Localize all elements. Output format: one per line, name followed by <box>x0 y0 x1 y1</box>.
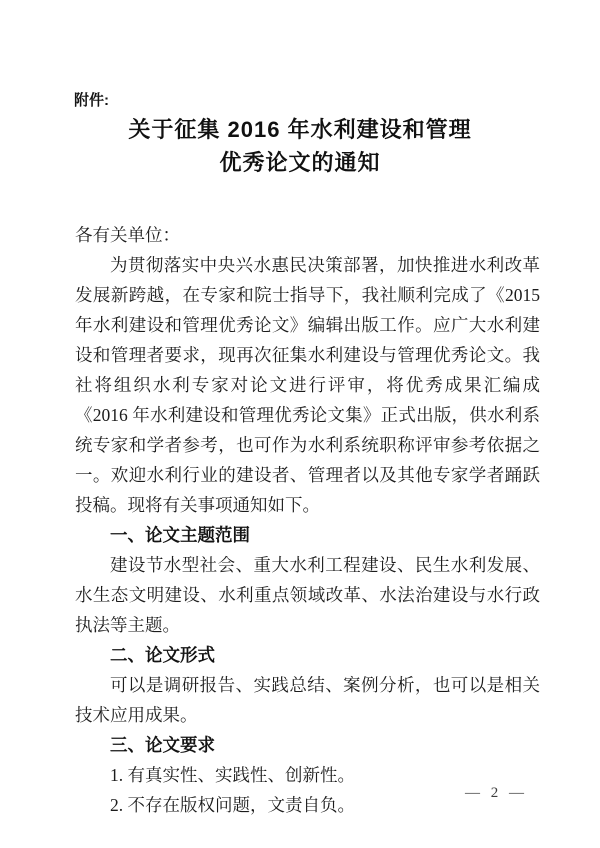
intro-paragraph: 为贯彻落实中央兴水惠民决策部署，加快推进水利改革发展新跨越，在专家和院士指导下，我社顺利完成了《2015 年水利建设和管理优秀论文》编辑出版工作。应广大水利建设和管理者要求，现再次征集水利建设与管理优秀论文。我社将组织水利专家对论文进行评审，将优秀成果汇编成《2016 年水利建设和管理优秀论文集》正式出版，供水利系统专家和学者参考，也可作为水利系统职称评审参考依据之一。欢迎水利行业的建设者、管理者以及其他专家学者踊跃投稿。现将有关事项通知如下。 <box>75 255 540 515</box>
attachment-label: 附件: <box>74 92 109 109</box>
section-heading-1: 一、论文主题范围 <box>110 525 250 545</box>
document-body <box>75 220 540 820</box>
section-heading-2: 二、论文形式 <box>110 645 215 665</box>
section-heading-3: 三、论文要求 <box>110 735 215 755</box>
section-2-paragraph: 可以是调研报告、实践总结、案例分析，也可以是相关技术应用成果。 <box>75 675 540 725</box>
page-number: — 2 — <box>465 785 524 801</box>
notice-title-line2: 优秀论文的通知 <box>219 150 381 175</box>
salutation: 各有关单位： <box>75 225 180 245</box>
requirement-item-2: 2. 不存在版权问题，文责自负。 <box>110 795 355 815</box>
notice-title-line1: 关于征集 2016 年水利建设和管理 <box>128 117 472 142</box>
notice-title <box>0 113 600 179</box>
requirement-item-1: 1. 有真实性、实践性、创新性。 <box>110 765 355 785</box>
section-1-paragraph: 建设节水型社会、重大水利工程建设、民生水利发展、水生态文明建设、水利重点领域改革、水法治建设与水行政执法等主题。 <box>75 555 540 635</box>
